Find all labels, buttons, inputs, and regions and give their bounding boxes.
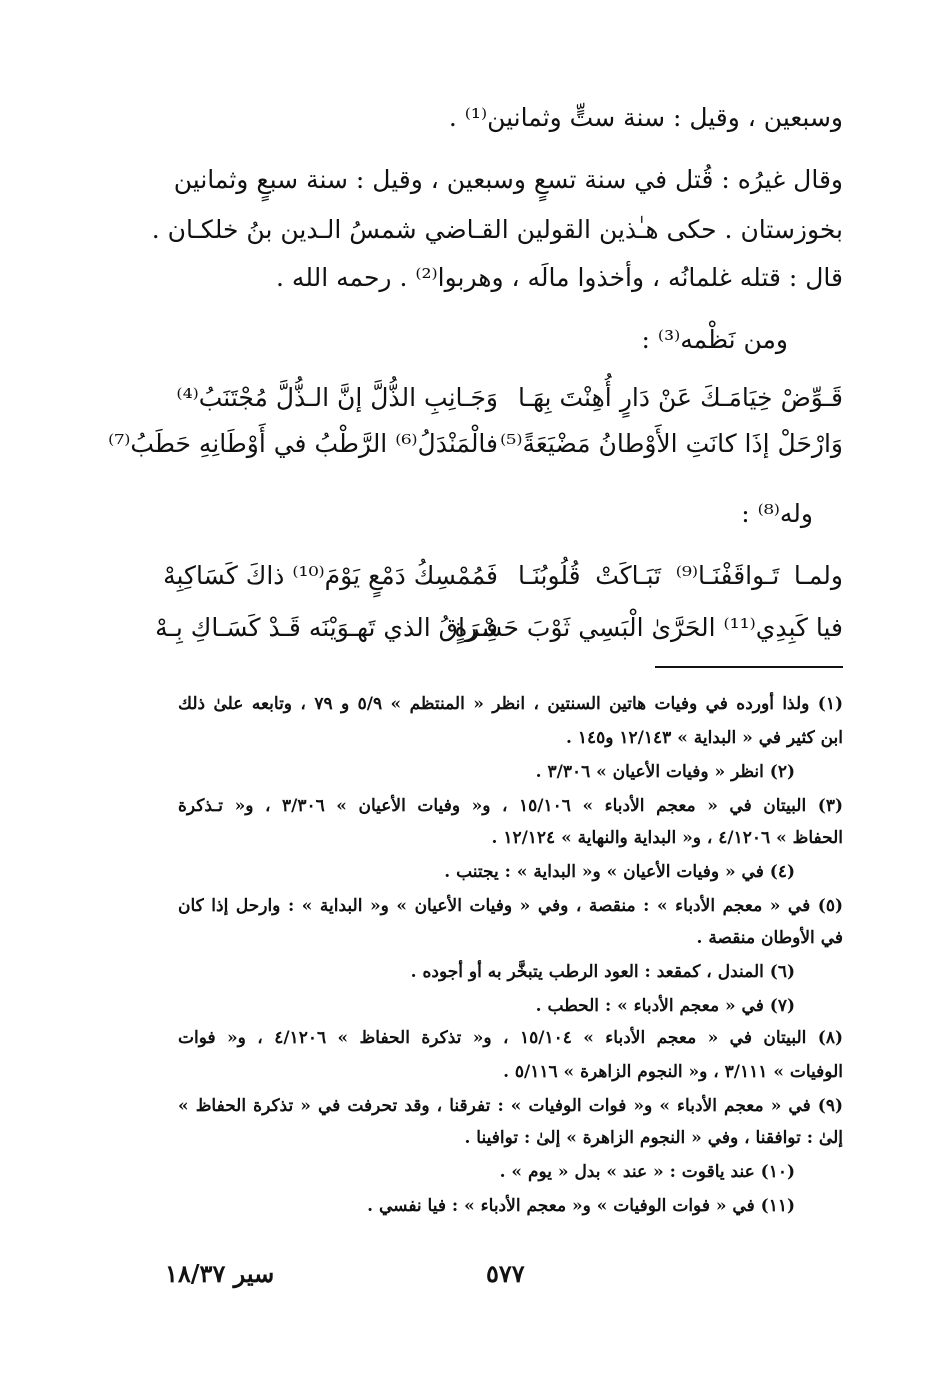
body-line-2: وقال غيرُه : قُتل في سنة تسعٍ وسبعين ، وقيل : سنة سبعٍ وثمانين [173,165,843,194]
footnote-1-line-2: ابن كثير في « البداية » ١٢/١٤٣ و١٤٥ . [566,728,843,748]
footnote-separator [655,666,843,668]
body-line-4: قال : قتله غلمانُه ، وأخذوا مالَه ، وهربوا⁽²⁾ . رحمه الله . [276,263,843,292]
poem1-verse-2 [108,420,843,468]
poem1-verse-1 [178,374,843,422]
poem2-intro: وله⁽⁸⁾ : [741,499,813,528]
footnote-6: (٦) المندل ، كمقعد : العود الرطب يتبخَّر به أو أجوده . [410,962,795,982]
footnote-10: (١٠) عند ياقوت : « عند » بدل « يوم » . [499,1162,795,1182]
poem1-verse-2-second-hemistich: فالْمَنْدَلُ⁽⁶⁾ الرَّطْبُ في أَوْطَانِهِ حَطَبُ⁽⁷⁾ [108,429,498,458]
signature-mark: سير ١٨/٣٧ [165,1259,275,1288]
footnote-9-line-1: (٩) في « معجم الأدباء » و« فوات الوفيات » : تفرقنا ، وقد تحرفت في « تذكرة الحفاظ » [178,1096,843,1116]
footnote-11: (١١) في « فوات الوفيات » و« معجم الأدباء » : فيا نفسي . [367,1196,795,1216]
poem2-verse-2-first-hemistich: فيا كَبِدِي⁽¹¹⁾ الحَرَّىٰ الْبَسِي ثَوْبَ حَسْرَةٍ [454,613,843,642]
poem1-verse-1-second-hemistich: وَجَـانِبِ الذُّلَّ إنَّ الـذُّلَّ مُجْتَنَبُ⁽⁴⁾ [176,383,498,412]
footnote-1-line-1: (١) ولذا أورده في وفيات هاتين السنتين ، انظر « المنتظم » ٥/٩ و ٧٩ ، وتابعه علىٰ ذلك [178,694,844,714]
footnote-5-line-1: (٥) في « معجم الأدباء » : منقصة ، وفي « وفيات الأعيان » و« البداية » : وارحل إذا كان [178,896,843,916]
footnote-3-line-1: (٣) البيتان في « معجم الأدباء » ١٥/١٠٦ ، و« وفيات الأعيان » ٣/٣٠٦ ، و« تـذكرة [178,796,843,816]
poem1-verse-1-first-hemistich: قَـوِّضْ خِيَامَـكَ عَنْ دَارٍ أُهِنْتَ بِهَـا [518,383,843,412]
body-line-1: وسبعين ، وقيل : سنة ستٍّ وثمانين⁽¹⁾ . [448,103,843,132]
poem1-intro: ومن نَظْمه⁽³⁾ : [641,325,788,354]
body-line-3: بخوزستان . حكى هـٰذين القولين القـاضي شمسُ الـدين بنُ خلكـان . [151,215,843,244]
footnote-8-line-1: (٨) البيتان في « معجم الأدباء » ١٥/١٠٤ ، و« تذكرة الحفاظ » ٤/١٢٠٦ ، و« فوات [178,1028,843,1048]
poem2-verse-2 [155,604,843,652]
poem2-verse-1-first-hemistich: ولمـا تَـواقَفْنَـا⁽⁹⁾ تَبَـاكَتْ قُلُوبُنَـا [518,561,844,590]
page-number: ٥٧٧ [486,1259,525,1288]
footnote-2: (٢) انظر « وفيات الأعيان » ٣/٣٠٦ . [535,762,795,782]
poem2-verse-1-second-hemistich: فَمُمْسِكُ دَمْعٍ يَوْمَ⁽¹⁰⁾ ذاكَ كَسَاكِبِهْ [163,561,498,590]
footnote-8-line-2: الوفيات » ٣/١١١ ، و« النجوم الزاهرة » ٥/١١٦ . [503,1062,843,1082]
footnote-4: (٤) في « وفيات الأعيان » و« البداية » : يجتنب . [444,862,795,882]
poem2-verse-1 [163,552,844,600]
poem2-verse-2-second-hemistich: فِـراقُ الذي تَهـوَيْنَه قَـدْ كَسَـاكِ بِـهْ [155,613,498,642]
footnote-7: (٧) في « معجم الأدباء » : الحطب . [535,996,795,1016]
footnote-5-line-2: في الأوطان منقصة . [696,928,843,948]
footnote-3-line-2: الحفاظ » ٤/١٢٠٦ ، و« البداية والنهاية » ١٢/١٢٤ . [491,828,843,848]
poem1-verse-2-first-hemistich: وَارْحَلْ إذَا كانَتِ الأَوْطانُ مَضْيَعَةً⁽⁵⁾ [500,429,843,458]
footnote-9-line-2: إلىٰ : توافقنا ، وفي « النجوم الزاهرة » إلىٰ : توافينا . [464,1128,843,1148]
